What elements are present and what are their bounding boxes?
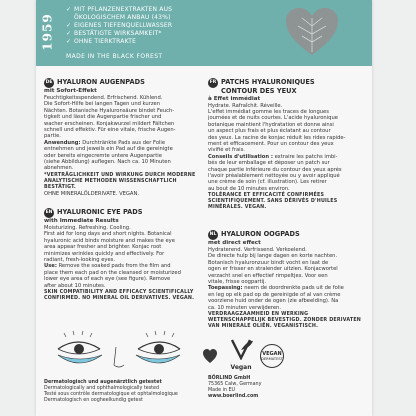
de-free: OHNE MINERALÖLDERIVATE. VEGAN. xyxy=(44,190,140,197)
year-mark: 1959 xyxy=(41,13,55,51)
lang-badge-nl: NL xyxy=(208,230,218,240)
check-icon: ✓ xyxy=(66,6,72,13)
section-nl xyxy=(208,230,364,338)
company-name: BÖRLIND GmbH xyxy=(208,376,251,381)
claim-item: ÖKOLOGISCHEM ANBAU (43%) xyxy=(74,14,171,21)
de-tested: Dermatologisch und augenärztlich getestet xyxy=(44,380,162,385)
lang-badge-en: EN xyxy=(44,208,54,218)
fr-subtitle: à Effet immédiat xyxy=(208,95,261,102)
claims-list xyxy=(66,6,266,46)
header-band xyxy=(36,0,372,66)
nl-usage: Toepassing: neem de doordrenkte pads uit de folie en leg op elk pad op de gereinigde of al van crème voorziene huid onder de ogen (zie afbeelding). Na ca. 10 minuten verwijderen. xyxy=(208,285,344,311)
lang-badge-de: DE xyxy=(44,78,54,88)
lang-badge-fr: FR xyxy=(208,78,218,88)
en-title: HYALURONIC EYE PADS xyxy=(57,208,143,217)
de-usage: Anwendung: Durchtränkte Pads aus der Folie entnehmen und jeweils ein Pad auf die gereinigte oder bereits eingecremte untere Augenpartie (siehe Abbildung) auflegen. Nach ca. 10 Minuten abnehmen. xyxy=(44,139,173,172)
nl-title: HYALURON OOGPADS xyxy=(221,230,300,239)
claim-item: ✓ BESTÄTIGTE WIRKSAMKEIT* xyxy=(66,30,162,37)
vegan-dermatest-seal: VEGAN DERMATEST xyxy=(260,344,284,368)
check-icon: ✓ xyxy=(66,22,72,29)
en-desc: Moisturizing. Refreshing. Cooling. First aid for long days and short nights. Botanical hyaluronic acid binds moisture and makes the eye area appear fresher and brighter. Konjac root minimizes wrinkles quickly and effectively. For radiant, fresh-looking eyes. xyxy=(44,225,175,264)
nl-subtitle: met direct effect xyxy=(208,240,261,246)
section-de xyxy=(44,78,198,204)
made-in-black-forest: MADE IN THE BLACK FOREST xyxy=(66,53,163,60)
vegan-badge: Vegan xyxy=(228,338,254,372)
fr-usage: Conseils d'utilisation : extraire les patchs imbi- bés de leur emballage et déposer un patch sur chaque partie inférieure du contour des yeux après l'avoir préalablement nettoyée ou y avoir appliqué une crème de soin (cf. illustration). Les retirer au bout de 10 minutes environ. xyxy=(208,153,342,192)
en-claim: SKIN COMPATIBILITY AND EFFICACY SCIENTIFICALLY CONFIRMED. NO MINERAL OIL DERIVATIVES. VEGAN. xyxy=(44,290,195,302)
fr-title: PATCHS HYALURONIQUES xyxy=(221,78,315,87)
fr-claim: TOLÉRANCE ET EFFICACITÉ CONFIRMÉES SCIENTIFIQUEMENT. SANS DÉRIVÉS D'HUILES MINÉRALES. VEGAN. xyxy=(208,193,338,211)
nose-icon xyxy=(114,347,124,367)
nl-desc: Hydraterend. Verfrissend. Verkoelend. De directe hulp bij lange dagen en korte nachten. Botanisch hyaluronzuur bindt vocht en laat de ogen er frisser en stralender uitzien. Konjacwortel verzacht snel en effectief rimpeltjes. Voor een vitale, frisse oogpartij. xyxy=(208,247,338,286)
de-title: HYALURON AUGENPADS xyxy=(57,78,145,87)
website-link[interactable]: www.boerlind.com xyxy=(208,394,259,399)
en-usage: Use: Remove the soaked pads from the film and place them each pad on the cleansed or moisturized lower eye area of each eye (see figure). Remove after about 10 minutes. xyxy=(44,263,181,289)
eye-pad-illustration xyxy=(44,327,194,377)
company-info xyxy=(208,376,328,400)
claim-item: ✓ OHNE TIERKTRAKTE xyxy=(66,38,137,45)
eye-right-icon xyxy=(136,331,180,363)
tested-notice xyxy=(44,380,200,404)
claim-item: ✓ EIGENES TIEFENQUELLWASSER xyxy=(66,22,173,29)
eye-left-icon xyxy=(58,331,102,363)
leaf-heart-icon xyxy=(284,6,340,58)
en-tested: Dermatologically and ophthalmologically tested xyxy=(44,386,160,391)
section-en xyxy=(44,208,198,324)
company-address: 75365 Calw, Germany xyxy=(208,382,262,387)
de-desc: Feuchtigkeitsspendend. Erfrischend. Kühlend. Die Sofort-Hilfe bei langen Tagen und kurzen Nächten. Botanische Hyaluronsäure bindet Feuch- tigkeit und lässt die Augenpartie frischer und wacher erscheinen. Konjakwurzel mildert Fältchen schnell und effektiv. Für eine vitale, frische Augen- partie. xyxy=(44,95,176,140)
claim-item: ✓ MIT PFLANZENEXTRAKTEN AUS xyxy=(66,6,173,13)
leaf-logo-icon xyxy=(202,348,218,364)
fr-title-line2: CONTOUR DES YEUX xyxy=(221,87,297,95)
nl-claim: VERDRAAGZAAMHEID EN WERKING WETENSCHAPPELIJK BEVESTIGD. ZONDER DERIVATEN VAN MINERALE OLIËN. VEGANISTISCH. xyxy=(208,312,362,330)
check-icon: ✓ xyxy=(66,38,72,45)
product-box xyxy=(36,0,372,416)
fr-tested: Testé sous contrôle dermatologique et ophtalmologique xyxy=(44,392,178,397)
section-fr xyxy=(208,78,364,226)
de-claim: *VERTRÄGLICHKEIT UND WIRKUNG DURCH MODERNE ANALYTISCHE METHODEN WISSENSCHAFTLICH BESTÄTIGT. xyxy=(44,172,196,190)
made-in: Made in EU xyxy=(208,388,236,393)
check-icon: ✓ xyxy=(66,30,72,37)
fr-desc: Hydrate. Rafraîchit. Réveille. L'effet immédiat gomme les traces de longues journées et de nuits courtes. L'acide hyaluronique botanique maintient l'hydratation et donne ainsi un aspect plus frais et plus éclatant au contour des yeux. La racine de konjac réduit les rides rapide- ment et efficacement. Pour un contour des yeux vivifié et frais. xyxy=(208,102,346,154)
en-subtitle: with Immediate Results xyxy=(44,218,119,224)
vegan-v-leaf-icon xyxy=(228,338,254,360)
de-subtitle: mit Sofort-Effekt xyxy=(44,88,97,94)
nl-tested: Dermatologisch en oogheelkundig getest xyxy=(44,398,143,403)
